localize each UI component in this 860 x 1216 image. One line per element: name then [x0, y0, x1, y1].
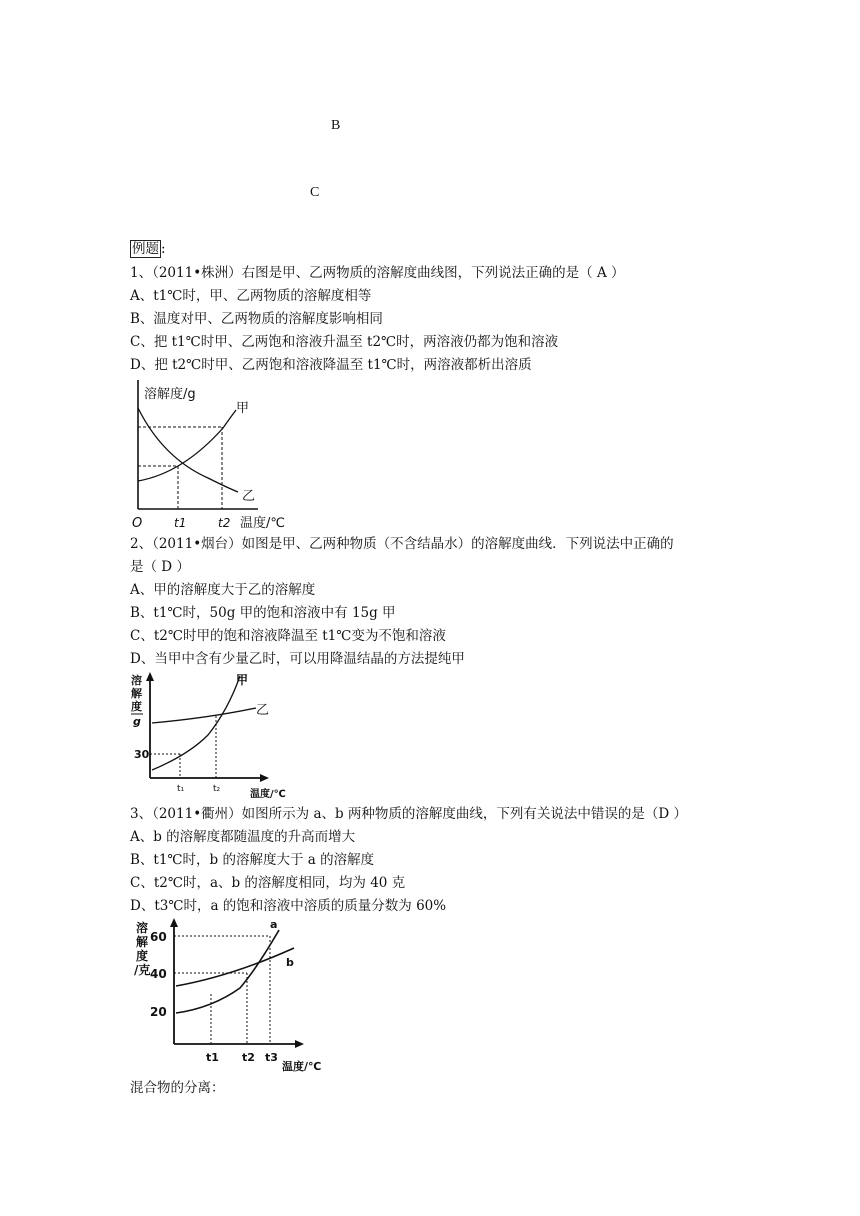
- fig2-curve-yi: [152, 708, 256, 723]
- q3-option-c: C、t2℃时，a、b 的溶解度相同，均为 40 克: [130, 875, 406, 891]
- fig3-t2: t2: [242, 1051, 255, 1064]
- q1-option-d: D、把 t2℃时甲、乙两饱和溶液降温至 t1℃时，两溶液都析出溶质: [130, 357, 532, 373]
- fig1-t1: t1: [174, 516, 187, 530]
- fig3-curve-b: [176, 948, 294, 986]
- fig3-tick-60: 60: [150, 930, 167, 944]
- fig2-t1: t₁: [177, 784, 185, 794]
- figure-2-solubility-chart: [128, 670, 288, 800]
- fig3-ylabel-2: 解: [136, 935, 149, 949]
- fig3-ylabel-3: 度: [136, 949, 149, 963]
- fig3-t1: t1: [206, 1051, 219, 1064]
- fig3-ylabel-4: /克: [134, 963, 151, 977]
- q1-option-c: C、把 t1℃时甲、乙两饱和溶液升温至 t2℃时，两溶液仍都为饱和溶液: [130, 334, 559, 350]
- q3-option-b: B、t1℃时，b 的溶解度大于 a 的溶解度: [130, 852, 375, 868]
- fig2-series-yi: 乙: [256, 703, 270, 718]
- fig2-ylabel-3: 度: [131, 700, 142, 713]
- fig3-ylabel-1: 溶: [136, 921, 149, 935]
- figure-1-solubility-chart: [128, 378, 298, 530]
- fig2-curve-jia: [152, 676, 240, 770]
- label-c: C: [310, 185, 320, 200]
- q3-option-a: A、b 的溶解度都随温度的升高而增大: [130, 829, 356, 845]
- mixture-separation-heading: 混合物的分离：: [130, 1080, 225, 1096]
- fig3-series-b: b: [286, 956, 294, 969]
- fig2-ylabel-2: 解: [131, 687, 142, 700]
- figure-3-solubility-chart: [132, 916, 327, 1074]
- q2-option-c: C、t2℃时甲的饱和溶液降温至 t1℃变为不饱和溶液: [130, 628, 446, 644]
- fig2-x-arrow: [260, 774, 269, 782]
- fig2-y-arrow: [146, 672, 154, 681]
- section-heading: [130, 241, 166, 257]
- q2-option-b: B、t1℃时，50g 甲的饱和溶液中有 15g 甲: [130, 605, 396, 621]
- fig2-xlabel: 温度/℃: [250, 789, 286, 800]
- fig3-tick-40: 40: [150, 967, 167, 981]
- fig3-curve-a: [176, 930, 279, 1013]
- fig1-series-yi: 乙: [242, 489, 256, 504]
- q1-option-a: A、t1℃时，甲、乙两物质的溶解度相等: [130, 288, 372, 304]
- section-heading-text: 例题: [132, 241, 159, 257]
- fig2-tick-30: 30: [134, 748, 150, 761]
- q1-option-b: B、温度对甲、乙两物质的溶解度影响相同: [130, 311, 383, 327]
- fig2-ylabel-1: 溶: [131, 674, 142, 687]
- q3-option-d: D、t3℃时，a 的饱和溶液中溶质的质量分数为 60%: [130, 898, 447, 914]
- fig2-series-jia: 甲: [236, 673, 249, 687]
- label-b: B: [331, 118, 341, 133]
- section-heading-colon: :: [161, 241, 166, 257]
- q3-stem: 3、（2011•衢州）如图所示为 a、b 两种物质的溶解度曲线，下列有关说法中错误的是（D ）: [130, 806, 688, 822]
- fig1-t2: t2: [218, 516, 231, 530]
- q2-stem-line1: 2、（2011•烟台）如图是甲、乙两种物质（不含结晶水）的溶解度曲线．下列说法中正确的: [130, 536, 674, 552]
- q2-option-d: D、当甲中含有少量乙时，可以用降温结晶的方法提纯甲: [130, 651, 465, 667]
- q2-option-a: A、甲的溶解度大于乙的溶解度: [130, 582, 316, 598]
- fig1-xlabel: 温度/℃: [240, 516, 285, 530]
- fig1-curve-yi: [138, 408, 238, 492]
- fig3-xlabel: 温度/℃: [282, 1060, 322, 1073]
- q1-stem: 1、（2011•株洲）右图是甲、乙两物质的溶解度曲线图，下列说法正确的是（ A ）: [130, 265, 625, 281]
- fig3-x-arrow: [295, 1040, 304, 1048]
- fig1-series-jia: 甲: [236, 401, 250, 416]
- fig1-curve-jia: [138, 410, 236, 481]
- fig1-ylabel: 溶解度/g: [144, 387, 196, 402]
- fig2-ylabel-4: g: [133, 715, 141, 728]
- q2-stem-line2: 是（ D ）: [130, 559, 190, 575]
- fig2-t2: t₂: [213, 784, 221, 794]
- fig1-origin: O: [132, 516, 143, 530]
- fig3-tick-20: 20: [150, 1005, 167, 1019]
- fig3-y-arrow: [170, 918, 178, 927]
- fig3-t3: t3: [265, 1051, 278, 1064]
- fig3-series-a: a: [270, 918, 278, 931]
